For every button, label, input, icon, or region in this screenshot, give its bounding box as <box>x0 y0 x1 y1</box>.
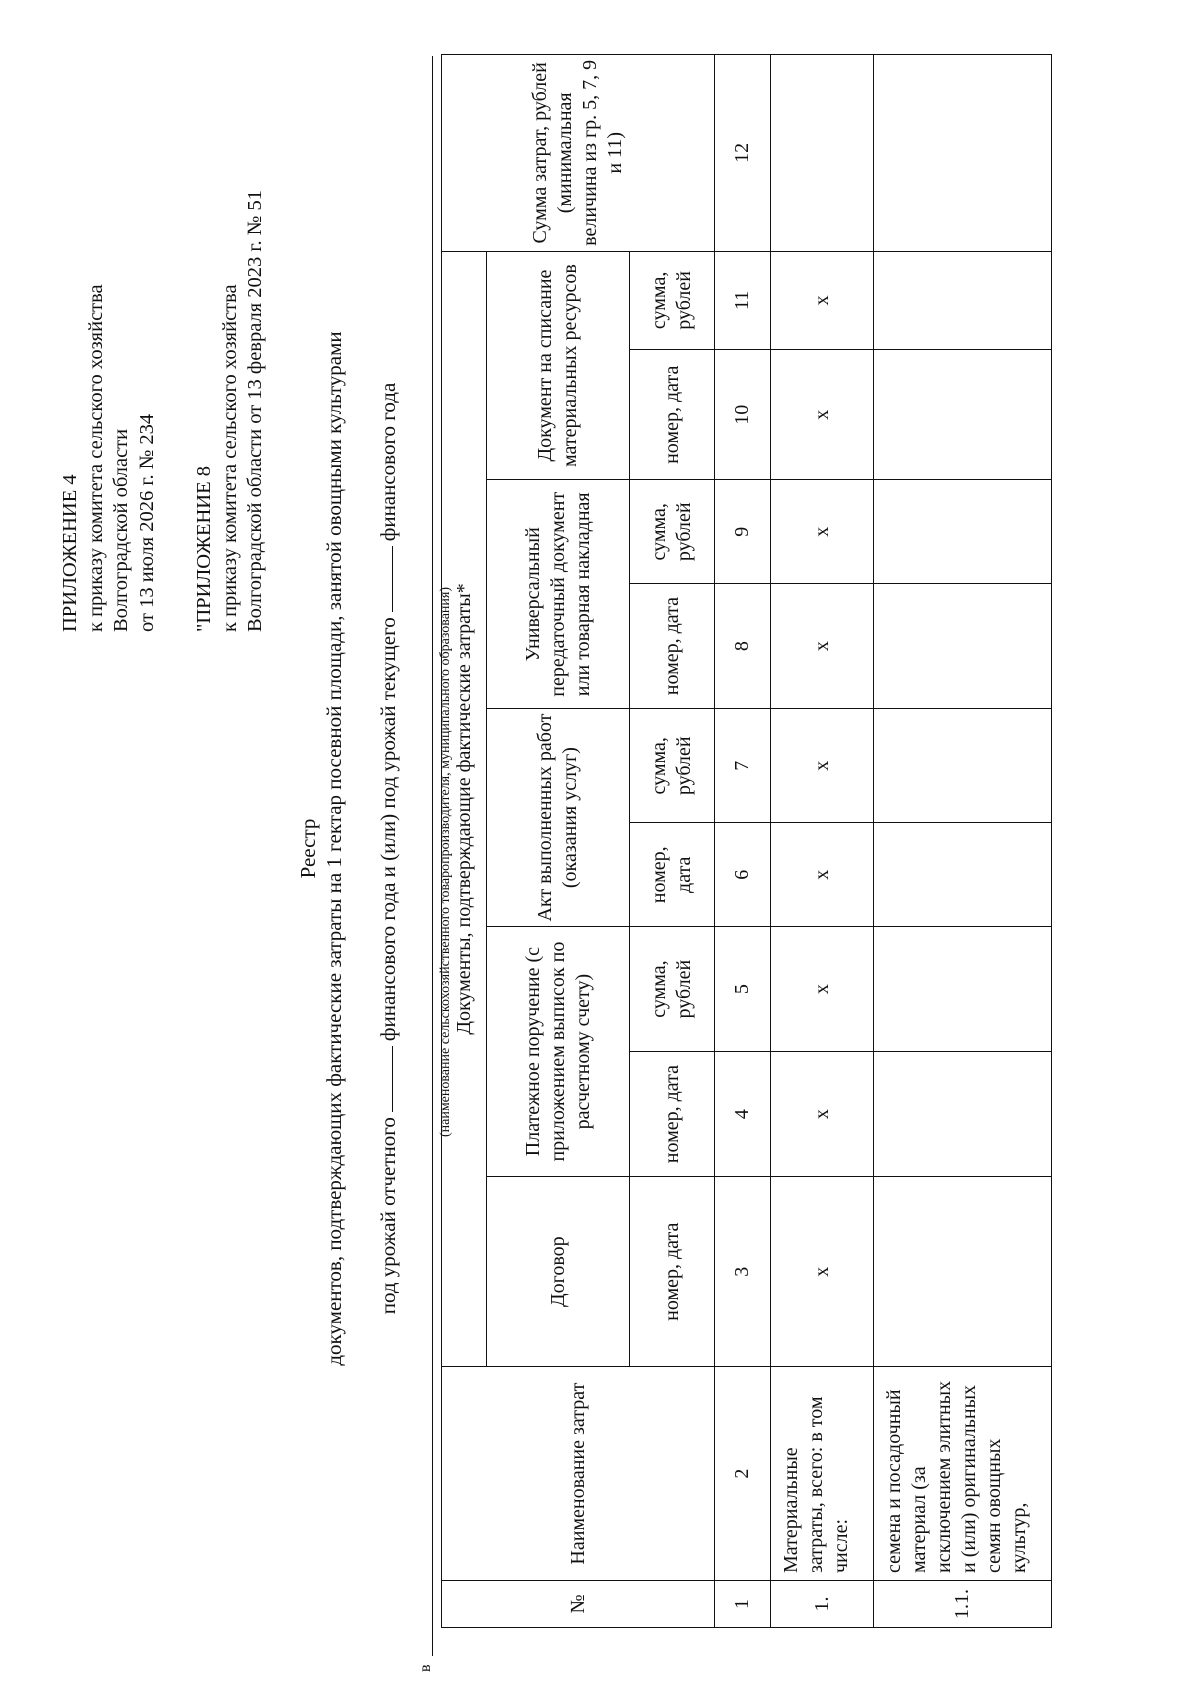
header-work-act: Акт выполненных работ (оказания услуг) <box>487 709 630 927</box>
header-contract: Договор <box>487 1177 630 1367</box>
table-cell <box>874 584 1052 709</box>
row-cost-name: Материальные затраты, всего: в том числе: <box>771 1367 874 1581</box>
header-universal-document: Универсальный передаточный документ или товарная накладная <box>487 480 630 709</box>
header-number-date: номер, дата <box>630 823 715 927</box>
header-row <box>442 55 487 1628</box>
column-number: 4 <box>715 1052 771 1177</box>
table-cell: x <box>771 823 874 927</box>
register-title: Реестр <box>296 818 320 879</box>
table-cell <box>874 251 1052 349</box>
header-sum: сумма, рублей <box>630 480 715 584</box>
table-cell: x <box>771 1177 874 1367</box>
column-numbers-row <box>715 55 771 1628</box>
header-total-sum: Суммa затрат, рублей (минимальная величина из гр. 5, 7, 9 и 11) <box>442 55 715 252</box>
register-title-block <box>295 0 402 1697</box>
table-cell <box>874 1052 1052 1177</box>
harvest-text: под урожай отчетного <box>376 1117 400 1315</box>
header-number-date: номер, дата <box>630 1177 715 1367</box>
header-documents-group: Документы, подтверждающие фактические затраты* <box>442 251 487 1367</box>
harvest-period-line <box>375 0 402 1697</box>
table-cell: x <box>771 480 874 584</box>
appendix-new-block <box>58 284 160 632</box>
appendix-new-line: Волгоградской области <box>110 428 132 632</box>
column-number: 8 <box>715 584 771 709</box>
producer-caption: (наименование сельскохозяйственного товаропроизводителя, муниципального образования) <box>438 586 453 1138</box>
table-cell <box>874 927 1052 1052</box>
header-writeoff-document: Документ на списание материальных ресурсов <box>487 251 630 480</box>
appendix-old-line: Волгоградской области от 13 февраля 2023 г. № 51 <box>244 190 266 632</box>
column-number: 11 <box>715 251 771 349</box>
appendix-new-line: от 13 июля 2026 г. № 234 <box>135 413 158 632</box>
fill-in-blank <box>392 546 393 612</box>
header-number-date: номер, дата <box>630 584 715 709</box>
column-number: 5 <box>715 927 771 1052</box>
row-number: 1.1. <box>874 1581 1052 1628</box>
column-number: 2 <box>715 1367 771 1581</box>
table-cell <box>874 480 1052 584</box>
fill-in-blank <box>392 1046 393 1112</box>
table-cell: x <box>771 709 874 823</box>
column-number: 12 <box>715 55 771 252</box>
header-sum: сумма, рублей <box>630 251 715 349</box>
column-number: 1 <box>715 1581 771 1628</box>
table-row <box>771 55 874 1628</box>
producer-underline <box>432 56 433 1656</box>
header-cost-name: Наименование затрат <box>442 1367 715 1581</box>
register-subtitle: документов, подтверждающих фактические затраты на 1 гектар посевной площади, занятой овощными культурами <box>322 331 346 1366</box>
table-cell <box>771 55 874 252</box>
table-cell <box>874 350 1052 480</box>
header-sum: сумма, рублей <box>630 927 715 1052</box>
appendix-old-line: к приказу комитета сельского хозяйства <box>218 284 241 632</box>
header-sum: сумма, рублей <box>630 709 715 823</box>
table-cell <box>874 709 1052 823</box>
table-cell <box>874 1177 1052 1367</box>
appendix-new-line: к приказу комитета сельского хозяйства <box>84 284 107 632</box>
column-number: 7 <box>715 709 771 823</box>
costs-register-table <box>441 54 1052 1628</box>
table-cell: x <box>771 927 874 1052</box>
appendix-new-title: ПРИЛОЖЕНИЕ 4 <box>59 474 81 632</box>
header-number-date: номер, дата <box>630 350 715 480</box>
table-cell <box>874 823 1052 927</box>
table-cell: x <box>771 251 874 349</box>
column-number: 3 <box>715 1177 771 1367</box>
table-cell: x <box>771 1052 874 1177</box>
column-number: 9 <box>715 480 771 584</box>
table-cell: x <box>771 350 874 480</box>
header-number-date: номер, дата <box>630 1052 715 1177</box>
row-cost-name: семена и посадочный материал (за исключением элитных и (или) оригинальных семян овощных культур, <box>874 1367 1052 1581</box>
harvest-text: финансового года и (или) под урожай текущего <box>376 617 400 1042</box>
producer-prefix: в <box>417 1664 434 1672</box>
appendix-old-title: "ПРИЛОЖЕНИЕ 8 <box>193 466 215 632</box>
table-cell <box>874 55 1052 252</box>
header-payment-order: Платежное поручение (с приложением выписок по расчетному счету) <box>487 927 630 1177</box>
table-row <box>874 55 1052 1628</box>
column-number: 10 <box>715 350 771 480</box>
table-cell: x <box>771 584 874 709</box>
column-number: 6 <box>715 823 771 927</box>
harvest-text: финансового года <box>376 382 400 542</box>
header-no: № <box>442 1581 715 1628</box>
row-number: 1. <box>771 1581 874 1628</box>
appendix-old-block <box>192 190 269 632</box>
